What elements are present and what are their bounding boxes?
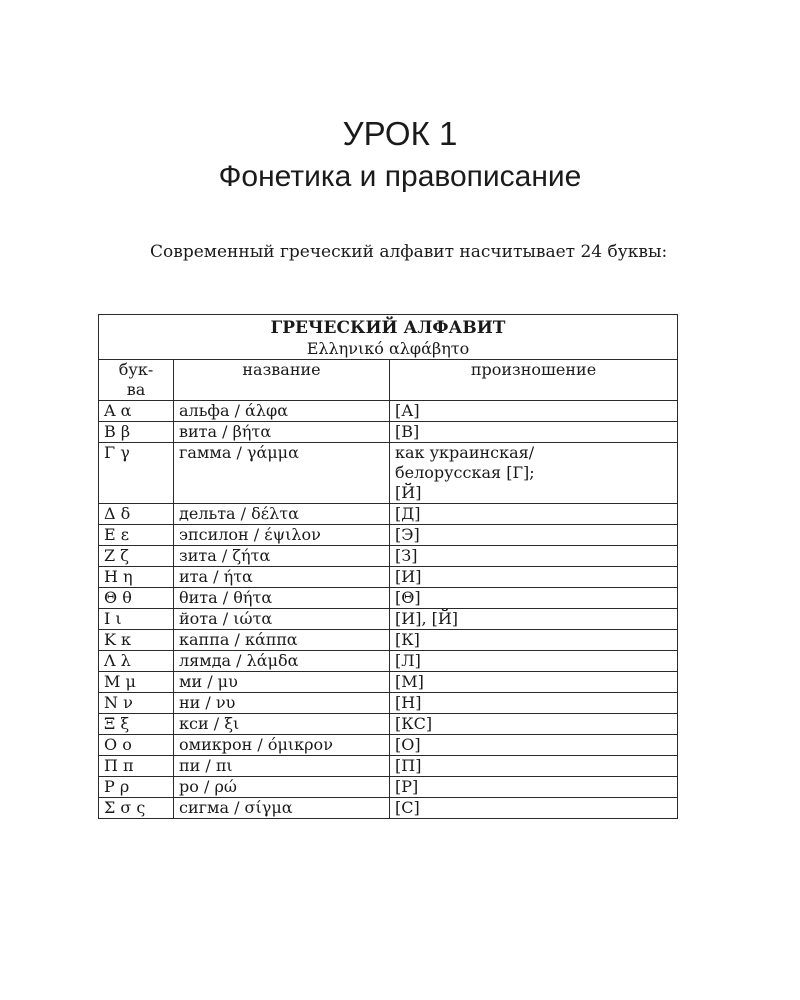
cell-name: гамма / γάμμα — [174, 443, 390, 504]
table-row — [99, 422, 678, 443]
cell-name: каппа / κάππα — [174, 630, 390, 651]
pronunciation-line: [З] — [395, 546, 418, 565]
table-row — [99, 672, 678, 693]
table-row — [99, 777, 678, 798]
header-letter-line2: ва — [126, 380, 146, 399]
table-header-row — [99, 360, 678, 401]
table-body — [99, 401, 678, 819]
table-row — [99, 609, 678, 630]
cell-letter: Μ μ — [99, 672, 174, 693]
cell-pronunciation — [390, 401, 678, 422]
cell-letter: Θ θ — [99, 588, 174, 609]
table-row — [99, 525, 678, 546]
cell-pronunciation — [390, 693, 678, 714]
pronunciation-line: [Й] — [395, 483, 422, 502]
pronunciation-line: [И], [Й] — [395, 609, 459, 628]
cell-name: θита / θήτα — [174, 588, 390, 609]
cell-letter: Ρ ρ — [99, 777, 174, 798]
cell-name: сигма / σίγμα — [174, 798, 390, 819]
table-caption — [99, 315, 678, 360]
cell-name: лямда / λάμδα — [174, 651, 390, 672]
cell-name: йота / ιώτα — [174, 609, 390, 630]
pronunciation-line: белорусская [Г]; — [395, 463, 535, 482]
header-letter — [99, 360, 174, 401]
pronunciation-line: [П] — [395, 756, 422, 775]
cell-letter: Λ λ — [99, 651, 174, 672]
cell-pronunciation — [390, 651, 678, 672]
pronunciation-line: [О] — [395, 735, 421, 754]
pronunciation-line: [Э] — [395, 525, 420, 544]
header-letter-line1: бук- — [118, 360, 154, 379]
table-row — [99, 588, 678, 609]
cell-name: дельта / δέλτα — [174, 504, 390, 525]
table-caption-title: ГРЕЧЕСКИЙ АЛФАВИТ — [270, 318, 506, 338]
cell-pronunciation — [390, 443, 678, 504]
cell-pronunciation — [390, 735, 678, 756]
cell-pronunciation — [390, 588, 678, 609]
pronunciation-line: [К] — [395, 630, 420, 649]
table-row — [99, 504, 678, 525]
cell-letter: Α α — [99, 401, 174, 422]
intro-paragraph: Современный греческий алфавит насчитывает 24 буквы: — [150, 242, 668, 262]
cell-name: эпсилон / έψιλον — [174, 525, 390, 546]
pronunciation-line: [В] — [395, 422, 420, 441]
cell-name: ми / μυ — [174, 672, 390, 693]
pronunciation-line: [Θ] — [395, 588, 421, 607]
cell-letter: Β β — [99, 422, 174, 443]
cell-letter: Ξ ξ — [99, 714, 174, 735]
cell-name: омикрон / όμικρον — [174, 735, 390, 756]
pronunciation-line: [Д] — [395, 504, 421, 523]
table-row — [99, 546, 678, 567]
pronunciation-line: [А] — [395, 401, 420, 420]
table-row — [99, 798, 678, 819]
cell-name: ни / νυ — [174, 693, 390, 714]
lesson-subtitle: Фонетика и правописание — [218, 160, 582, 193]
cell-letter: Ζ ζ — [99, 546, 174, 567]
cell-pronunciation — [390, 777, 678, 798]
table-caption-greek: Ελληνικό αλφάβητο — [306, 339, 470, 358]
pronunciation-line: [С] — [395, 798, 420, 817]
cell-name: альфа / άλφα — [174, 401, 390, 422]
cell-pronunciation — [390, 504, 678, 525]
table-row — [99, 735, 678, 756]
cell-pronunciation — [390, 567, 678, 588]
pronunciation-line: [Р] — [395, 777, 419, 796]
pronunciation-line: [И] — [395, 567, 422, 586]
cell-name: кси / ξι — [174, 714, 390, 735]
cell-letter: Γ γ — [99, 443, 174, 504]
cell-name: ро / ρώ — [174, 777, 390, 798]
cell-pronunciation — [390, 546, 678, 567]
cell-name: пи / πι — [174, 756, 390, 777]
pronunciation-line: [М] — [395, 672, 424, 691]
header-pronunciation: произношение — [390, 360, 678, 401]
pronunciation-line: [КС] — [395, 714, 433, 733]
cell-letter: Ο ο — [99, 735, 174, 756]
cell-letter: Δ δ — [99, 504, 174, 525]
table-row — [99, 443, 678, 504]
cell-letter: Ι ι — [99, 609, 174, 630]
table-caption-row — [99, 315, 678, 360]
cell-letter: Ε ε — [99, 525, 174, 546]
lesson-title: УРОК 1 — [342, 115, 458, 152]
cell-pronunciation — [390, 756, 678, 777]
table-row — [99, 651, 678, 672]
table-row — [99, 714, 678, 735]
cell-pronunciation — [390, 525, 678, 546]
cell-name: ита / ήτα — [174, 567, 390, 588]
cell-pronunciation — [390, 609, 678, 630]
cell-pronunciation — [390, 672, 678, 693]
cell-pronunciation — [390, 630, 678, 651]
cell-pronunciation — [390, 714, 678, 735]
table-row — [99, 756, 678, 777]
header-name: название — [174, 360, 390, 401]
cell-pronunciation — [390, 422, 678, 443]
pronunciation-line: [Н] — [395, 693, 422, 712]
cell-letter: Π π — [99, 756, 174, 777]
pronunciation-line: [Л] — [395, 651, 421, 670]
cell-letter: Η η — [99, 567, 174, 588]
cell-pronunciation — [390, 798, 678, 819]
table-row — [99, 630, 678, 651]
cell-letter: Κ κ — [99, 630, 174, 651]
cell-name: вита / βήτα — [174, 422, 390, 443]
table-row — [99, 567, 678, 588]
cell-name: зита / ζήτα — [174, 546, 390, 567]
table-row — [99, 693, 678, 714]
cell-letter: Ν ν — [99, 693, 174, 714]
pronunciation-line: как украинская/ — [395, 443, 535, 462]
table-row — [99, 401, 678, 422]
cell-letter: Σ σ ς — [99, 798, 174, 819]
greek-alphabet-table — [98, 314, 678, 819]
